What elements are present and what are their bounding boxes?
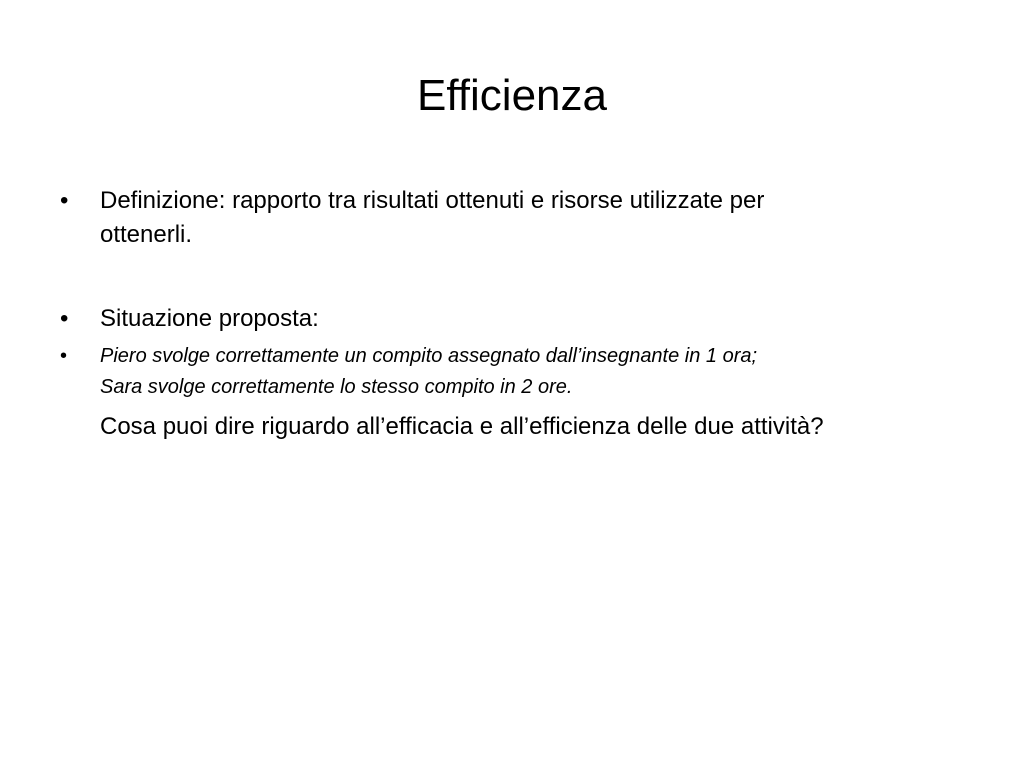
bullet-item-scenario xyxy=(100,341,1000,403)
bullet-item-line: Sara svolge correttamente lo stesso compito in 2 ore. xyxy=(100,376,573,398)
question-text: Cosa puoi dire riguardo all’efficacia e all’efficienza delle due attività? xyxy=(100,413,824,440)
bullet-item-situation: Situazione proposta: xyxy=(100,305,319,332)
bullet-glyph: • xyxy=(60,345,68,367)
bullet-glyph: • xyxy=(60,187,69,214)
bullet-glyph: • xyxy=(60,305,69,332)
bullet-item-line: Piero svolge correttamente un compito assegnato dall’insegnante in 1 ora; xyxy=(100,345,758,367)
bullet-item-definition xyxy=(100,184,1000,252)
slide-title: Efficienza xyxy=(417,71,607,120)
bullet-item-line: ottenerli. xyxy=(100,221,193,248)
bullet-item-line: Definizione: rapporto tra risultati ottenuti e risorse utilizzate per xyxy=(100,187,765,214)
